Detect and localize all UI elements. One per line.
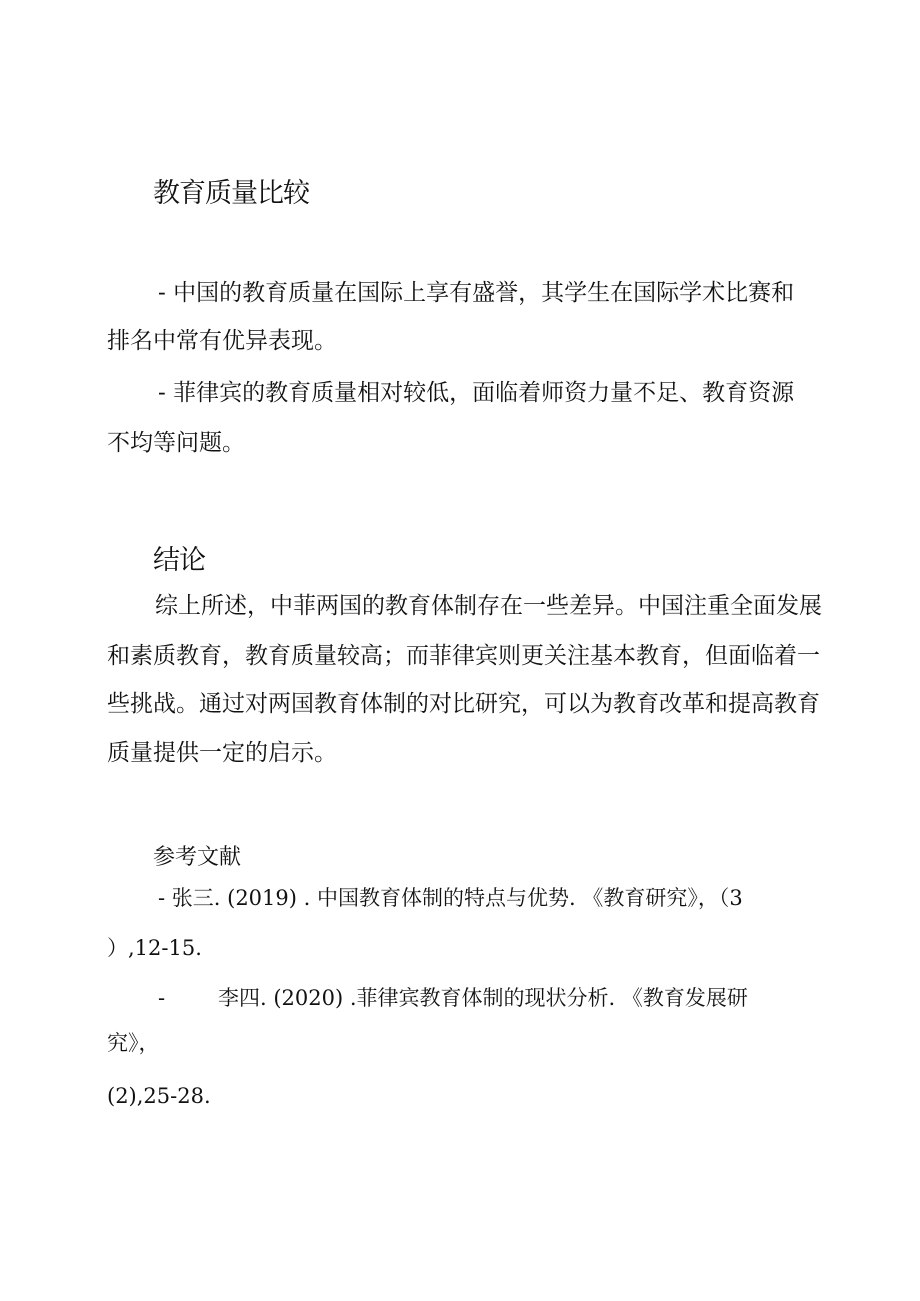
quality-para1-line2: 排名中常有优异表现。 — [107, 328, 337, 354]
conclusion-line2: 和素质教育，教育质量较高；而菲律宾则更关注基本教育，但面临着一 — [107, 643, 820, 669]
reference-2-dash: - — [158, 986, 166, 1010]
reference-2-line3: (2),25-28. — [107, 1084, 211, 1108]
conclusion-line3: 些挑战。通过对两国教育体制的对比研究，可以为教育改革和提高教育 — [107, 691, 820, 717]
quality-para2-line1: - 菲律宾的教育质量相对较低，面临着师资力量不足、教育资源 — [158, 380, 795, 406]
section-title-references: 参考文献 — [153, 845, 242, 870]
reference-1-line1: - 张三. (2019) . 中国教育体制的特点与优势. 《教育研究》，（3 — [158, 886, 743, 910]
section-title-quality: 教育质量比较 — [153, 178, 309, 209]
reference-2-line1: 李四. (2020) .菲律宾教育体制的现状分析. 《教育发展研 — [218, 986, 748, 1010]
quality-para1-line1: - 中国的教育质量在国际上享有盛誉，其学生在国际学术比赛和 — [158, 280, 795, 306]
reference-2-line2: 究》， — [107, 1031, 160, 1055]
conclusion-line4: 质量提供一定的启示。 — [107, 740, 337, 766]
conclusion-line1: 综上所述，中菲两国的教育体制存在一些差异。中国注重全面发展 — [155, 593, 822, 619]
section-title-conclusion: 结论 — [153, 545, 205, 576]
quality-para2-line2: 不均等问题。 — [107, 430, 245, 456]
reference-1-line2: ）,12-15. — [107, 936, 202, 960]
